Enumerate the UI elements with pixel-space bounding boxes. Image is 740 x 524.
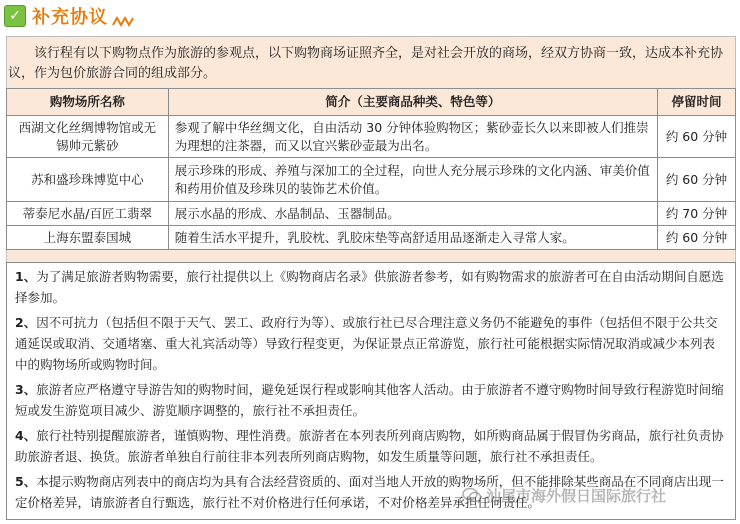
stay-time: 约 60 分钟 xyxy=(657,158,735,202)
note-item xyxy=(15,312,727,375)
notes-list xyxy=(6,262,736,520)
note-item xyxy=(15,379,727,421)
stay-time: 约 70 分钟 xyxy=(657,202,735,226)
note-item xyxy=(15,425,727,467)
zigzag-decoration-icon xyxy=(112,15,134,27)
shopping-table xyxy=(6,88,736,250)
note-number: 4、 xyxy=(15,428,37,443)
wechat-icon xyxy=(462,487,482,503)
header-shop-name: 购物场所名称 xyxy=(7,89,169,116)
shop-description: 随着生活水平提升，乳胶枕、乳胶床垫等高舒适用品逐渐走入寻常人家。 xyxy=(168,226,657,250)
shop-description: 展示珍珠的形成、养殖与深加工的全过程，向世人充分展示珍珠的文化内涵、审美价值和药用价值及珍珠贝的装饰艺术价值。 xyxy=(168,158,657,202)
header-description: 简介（主要商品种类、特色等） xyxy=(168,89,657,116)
note-number: 5、 xyxy=(15,474,37,489)
watermark xyxy=(462,483,666,507)
note-text: 为了满足旅游者购物需要，旅行社提供以上《购物商店名录》供旅游者参考，如有购物需求的旅游者可在自由活动期间自愿选择参加。 xyxy=(15,269,724,305)
shop-name: 上海东盟泰国城 xyxy=(7,226,169,250)
intro-paragraph: 该行程有以下购物点作为旅游的参观点，以下购物商场证照齐全，是对社会开放的商场，经双方协商一致，达成本补充协议，作为包价旅游合同的组成部分。 xyxy=(8,46,724,81)
table-row xyxy=(7,202,736,226)
stay-time: 约 60 分钟 xyxy=(657,116,735,158)
note-text: 因不可抗力（包括但不限于天气、罢工、政府行为等）、或旅行社已尽合理注意义务仍不能避免的事件（包括但不限于公共交通延误或取消、交通堵塞、重大礼宾活动等）导致行程变更，为保证景点正常游览，旅行社可能根据实际情况取消或减少本列表中的购物场所或购物时间。 xyxy=(15,315,718,372)
table-row xyxy=(7,116,736,158)
note-text: 本提示购物商店列表中的商店均为具有合法经营资质的、面对当地人开放的购物场所，但不能排除某些商品在不同商店出现一定价格差异，请旅游者自行甄选，旅行社不对价格进行任何承诺，不对价格差异承担任何责任。 xyxy=(15,474,724,510)
section-heading xyxy=(4,3,134,29)
checkmark-icon: ✓ xyxy=(4,5,26,27)
note-item xyxy=(15,266,727,308)
table-row xyxy=(7,158,736,202)
note-number: 2、 xyxy=(15,315,37,330)
header-stay-time: 停留时间 xyxy=(657,89,735,116)
shop-description: 展示水晶的形成、水晶制品、玉器制品。 xyxy=(168,202,657,226)
shop-name: 蒂泰尼水晶/百匠工翡翠 xyxy=(7,202,169,226)
note-text: 旅行社特别提醒旅游者，谨慎购物、理性消费。旅游者在本列表所列商店购物，如所购商品属于假冒伪劣商品，旅行社负责协助旅游者退、换货。旅游者单独自行前往非本列表所列商店购物，如发生质量等问题，旅行社不承担责任。 xyxy=(15,428,724,464)
note-number: 1、 xyxy=(15,269,37,284)
stay-time: 约 60 分钟 xyxy=(657,226,735,250)
watermark-text: 汕尾市海外假日国际旅行社 xyxy=(486,486,667,505)
shop-description: 参观了解中华丝绸文化，自由活动 30 分钟体验购物区；紫砂壶长久以来即被人们推崇为理想的注茶器，而又以宜兴紫砂壶最为出名。 xyxy=(168,116,657,158)
section-title: 补充协议 xyxy=(32,7,108,28)
shop-name: 西湖文化丝绸博物馆或无锡帅元紫砂 xyxy=(7,116,169,158)
table-header-row xyxy=(7,89,736,116)
shop-name: 苏和盛珍珠博览中心 xyxy=(7,158,169,202)
note-text: 旅游者应严格遵守导游告知的购物时间，避免延误行程或影响其他客人活动。由于旅游者不遵守购物时间导致行程游览时间缩短或发生游览项目减少、游览顺序调整的，旅行社不承担责任。 xyxy=(15,382,724,418)
table-row xyxy=(7,226,736,250)
note-number: 3、 xyxy=(15,382,37,397)
